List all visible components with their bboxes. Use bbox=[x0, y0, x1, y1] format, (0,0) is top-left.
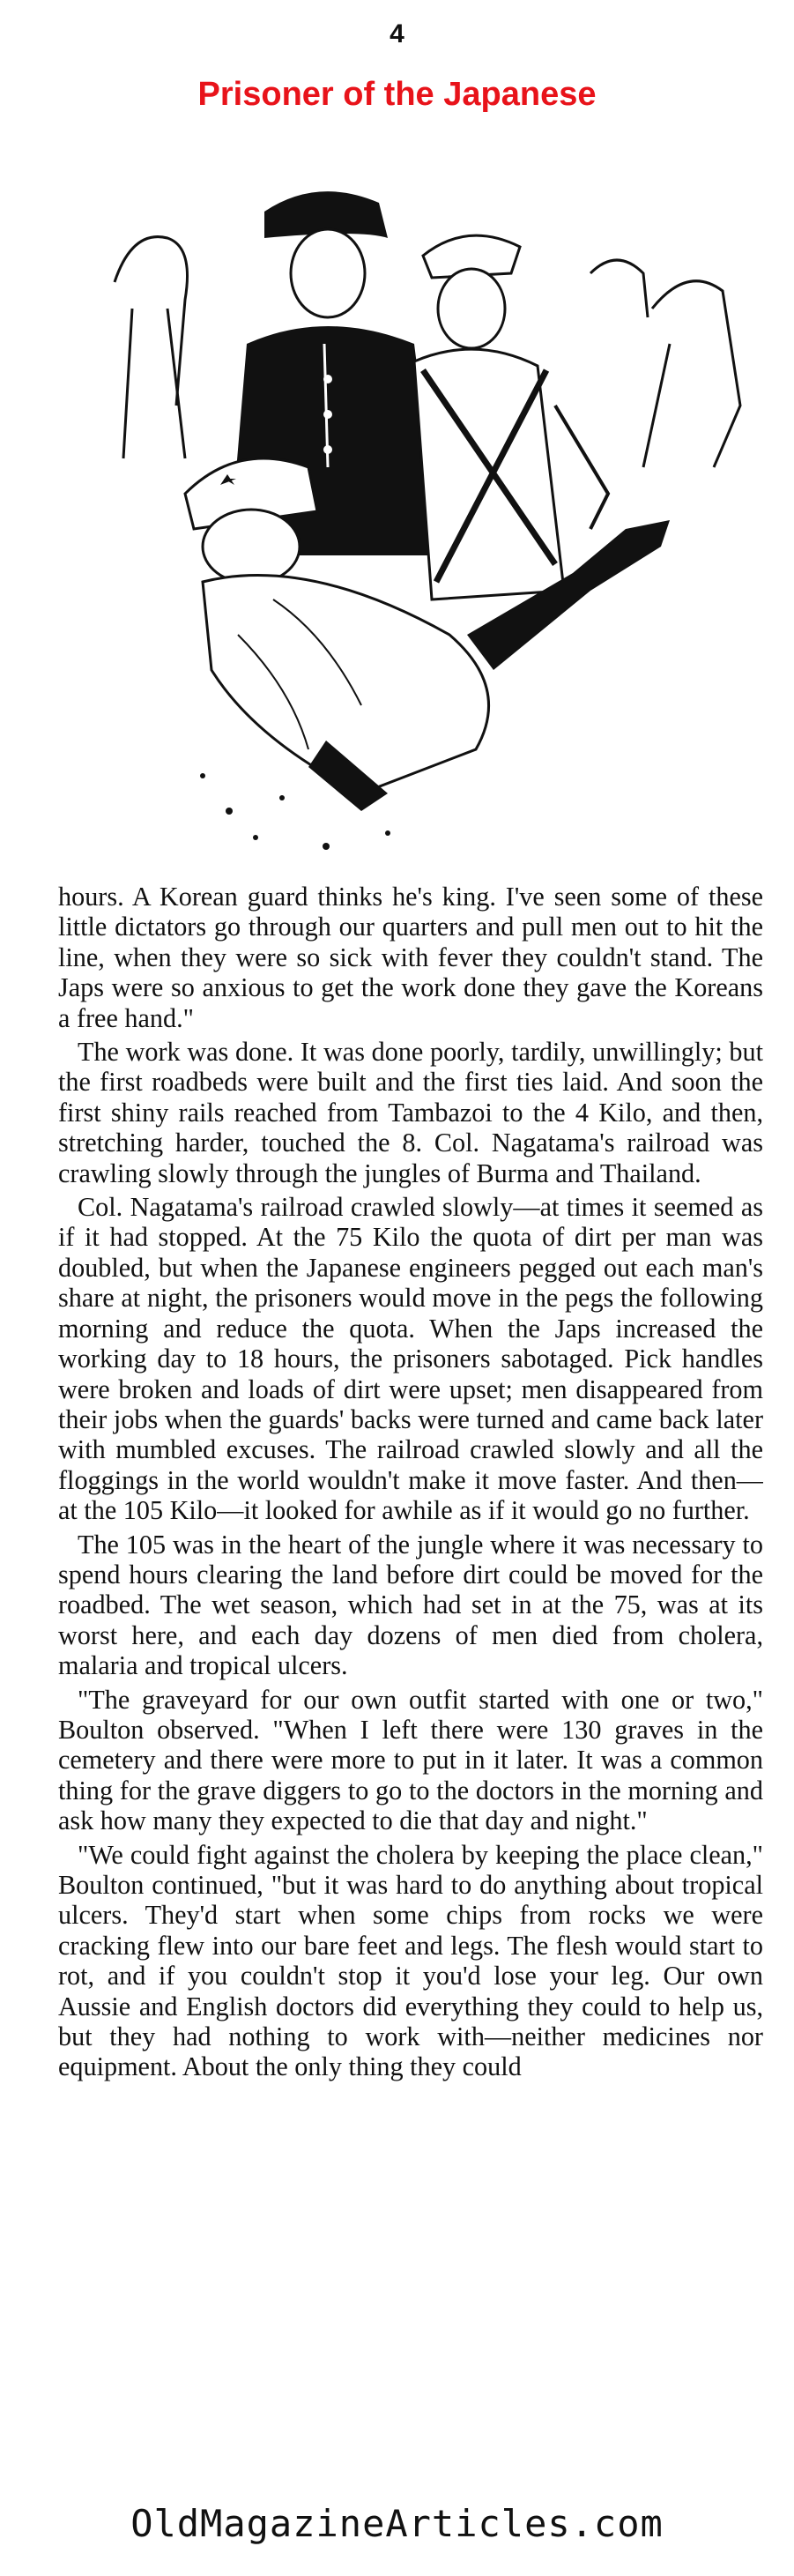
article-paragraph: The work was done. It was done poorly, tardily, unwillingly; but the first roadbeds were built and the first ties laid. And soon the first shiny rails reached from Tambazoi to the 4 Kilo, and then, stretching harder, touched the 8. Col. Nagatama's railroad was crawling slowly through the jungles of Burma and Thailand. bbox=[58, 1037, 763, 1188]
source-watermark: OldMagazineArticles.com bbox=[130, 2502, 664, 2545]
article-body bbox=[58, 882, 763, 2504]
article-paragraph: Col. Nagatama's railroad crawled slowly—at times it seemed as if it had stopped. At the 75 Kilo the quota of dirt per man was doubled, but when the Japanese engineers pegged out each man's share at night, the prisoners would move in the pegs the following morning and reduce the quota. When the Japs increased the working day to 18 hours, the prisoners sabotaged. Pick handles were broken and loads of dirt were upset; men disappeared from their jobs when the guards' backs were turned and came back later with mumbled excuses. The railroad crawled slowly and all the floggings in the world wouldn't make it move faster. And then—at the 105 Kilo—it looked for awhile as if it would go no further. bbox=[58, 1192, 763, 1526]
page-title: Prisoner of the Japanese bbox=[197, 76, 597, 113]
article-paragraph: "We could fight against the cholera by keeping the place clean," Boulton continued, "but it was hard to do anything about tropical ulcers. They'd start when some chips from rocks we were cracking flew into our bare feet and legs. The flesh would start to rot, and if you couldn't stop it you'd lose your leg. Our own Aussie and English doctors did everything they could to help us, but they had nothing to work with—neither medicines nor equipment. About the only thing they could bbox=[58, 1839, 763, 2082]
article-paragraph: The 105 was in the heart of the jungle where it was necessary to spend hours clearing the land before dirt could be moved for the roadbed. The wet season, which had set in at the 75, was at its worst here, and each day dozens of men died from cholera, malaria and tropical ulcers. bbox=[58, 1529, 763, 1681]
illustration bbox=[97, 176, 767, 873]
article-paragraph: "The graveyard for our own outfit started with one or two," Boulton observed. "When I left there were 130 graves in the cemetery and there were more to put in it later. It was a common thing for the grave diggers to go to the doctors in the morning and ask how many they expected to die that day and night." bbox=[58, 1684, 763, 1836]
page-number: 4 bbox=[390, 19, 404, 48]
article-paragraph: hours. A Korean guard thinks he's king. I've seen some of these little dictators go through our quarters and pull men out to hit the line, when they were so sick with fever they couldn't stand. The Japs were so anxious to get the work done they gave the Koreans a free hand." bbox=[58, 882, 763, 1033]
illustration-pow-scene-icon bbox=[97, 176, 767, 873]
